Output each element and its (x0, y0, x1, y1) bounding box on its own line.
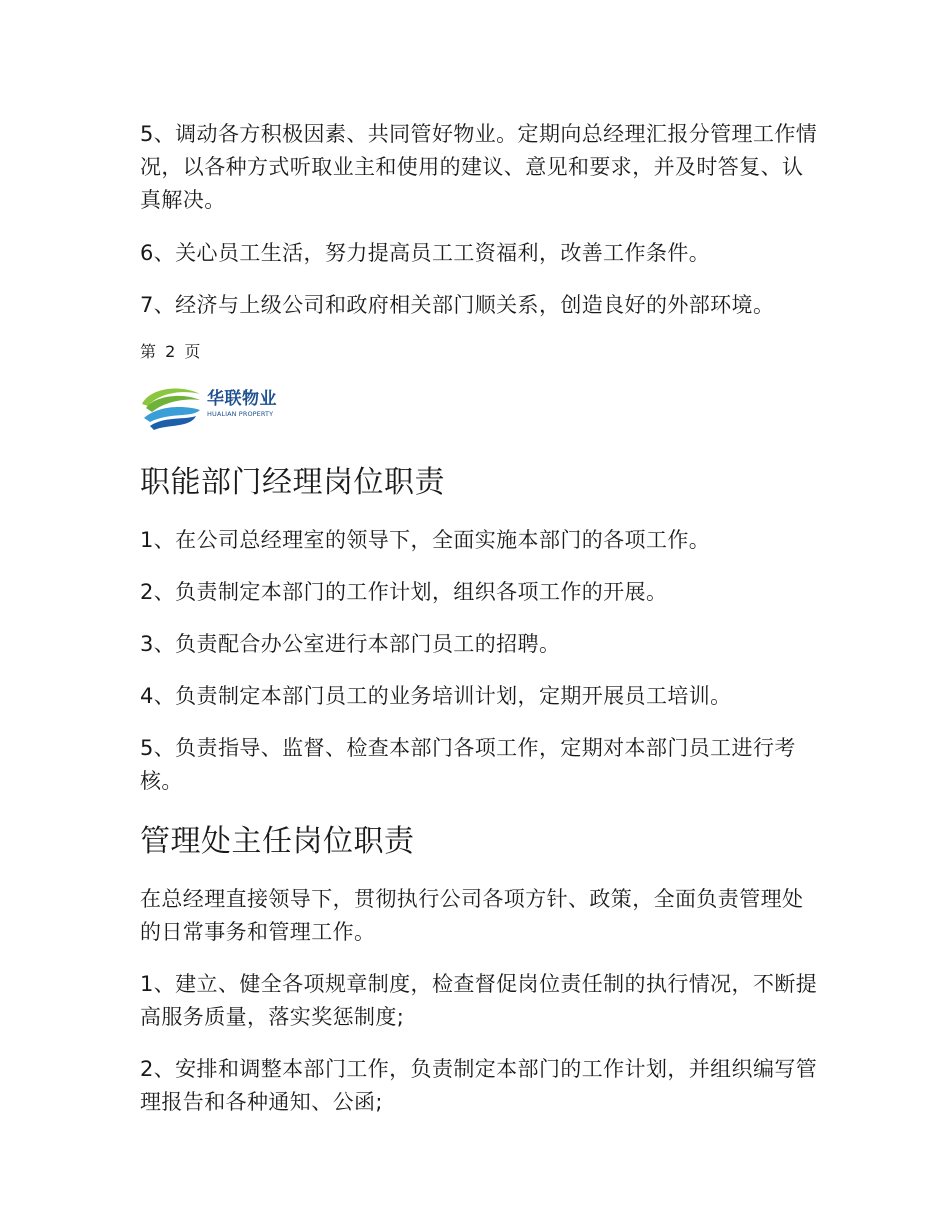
paragraph-duty-6: 6、关心员工生活，努力提高员工工资福利，改善工作条件。 (140, 241, 711, 265)
paragraph-duty-5: 5、调动各方积极因素、共同管好物业。定期向总经理汇报分管理工作情况，以各种方式听取业主和使用的建议、意见和要求，并及时答复、认真解决。 (140, 122, 818, 212)
page-number: 第 2 页 (140, 342, 203, 361)
logo-swoosh-icon (140, 382, 204, 432)
paragraph-manager-duty-3: 3、负责配合办公室进行本部门员工的招聘。 (140, 632, 561, 656)
company-logo (140, 382, 290, 432)
paragraph-manager-duty-1: 1、在公司总经理室的领导下，全面实施本部门的各项工作。 (140, 528, 711, 552)
paragraph-manager-duty-4: 4、负责制定本部门员工的业务培训计划，定期开展员工培训。 (140, 684, 732, 708)
logo-company-name: 华联物业 (207, 389, 277, 409)
paragraph-director-intro: 在总经理直接领导下，贯彻执行公司各项方针、政策，全面负责管理处的日常事务和管理工作。 (140, 887, 804, 944)
heading-department-manager: 职能部门经理岗位职责 (140, 465, 445, 500)
paragraph-duty-7: 7、经济与上级公司和政府相关部门顺关系，创造良好的外部环境。 (140, 293, 775, 317)
paragraph-director-duty-1: 1、建立、健全各项规章制度，检查督促岗位责任制的执行情况，不断提高服务质量，落实奖惩制度; (140, 972, 818, 1029)
logo-company-subtitle: HUALIAN PROPERTY (207, 410, 274, 418)
paragraph-manager-duty-5: 5、负责指导、监督、检查本部门各项工作，定期对本部门员工进行考核。 (140, 736, 796, 793)
paragraph-manager-duty-2: 2、负责制定本部门的工作计划，组织各项工作的开展。 (140, 580, 668, 604)
heading-office-director: 管理处主任岗位职责 (140, 824, 415, 859)
paragraph-director-duty-2: 2、安排和调整本部门工作，负责制定本部门的工作计划，并组织编写管理报告和各种通知、公函; (140, 1057, 818, 1114)
